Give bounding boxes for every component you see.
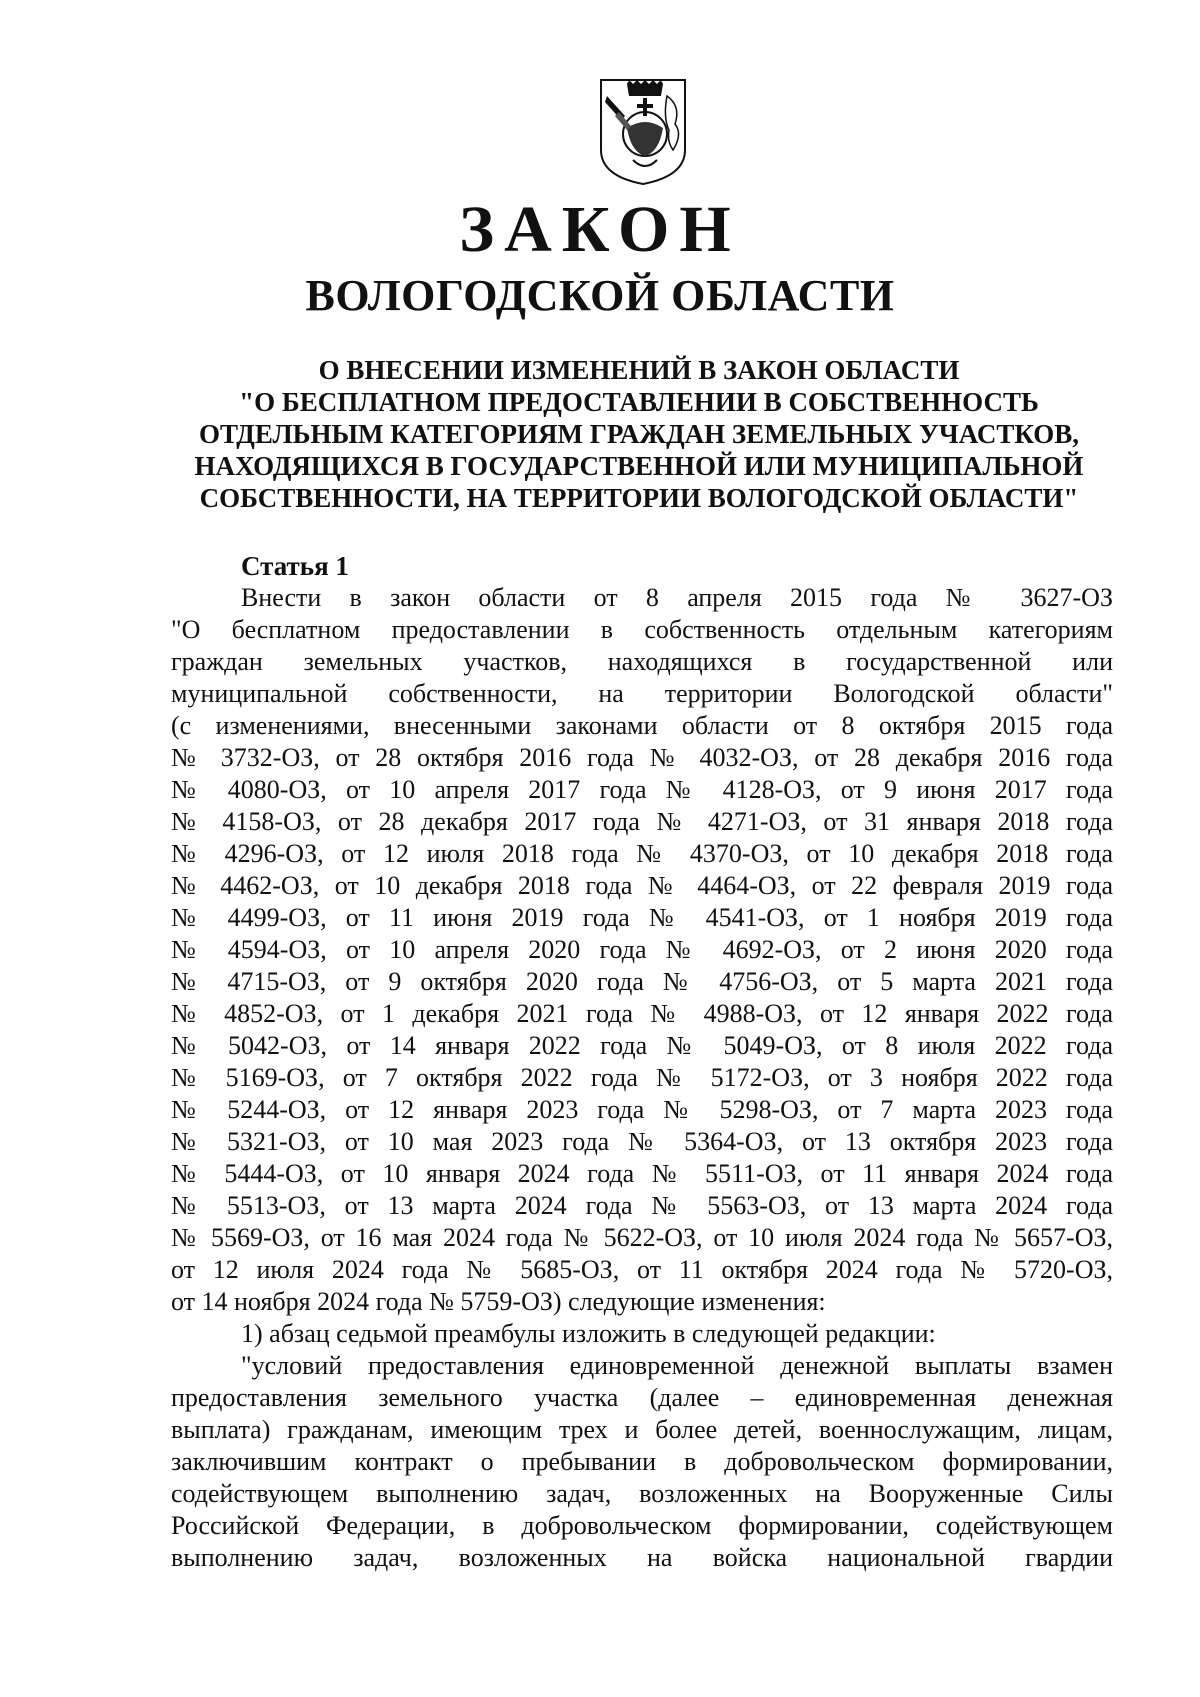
body-line: № 4080-ОЗ, от 10 апреля 2017 года № 4128-ОЗ, от 9 июня 2017 года <box>171 775 1113 804</box>
body-line: № 5244-ОЗ, от 12 января 2023 года № 5298-ОЗ, от 7 марта 2023 года <box>171 1095 1113 1124</box>
body-line: содействующем выполнению задач, возложенных на Вооруженные Силы <box>171 1479 1113 1508</box>
heading-line: ОТДЕЛЬНЫМ КАТЕГОРИЯМ ГРАЖДАН ЗЕМЕЛЬНЫХ УЧАСТКОВ, <box>198 419 1080 449</box>
body-line: граждан земельных участков, находящихся в государственной или <box>171 647 1113 676</box>
body-line: № 4296-ОЗ, от 12 июля 2018 года № 4370-ОЗ, от 10 декабря 2018 года <box>171 839 1113 868</box>
body-line: № 5513-ОЗ, от 13 марта 2024 года № 5563-ОЗ, от 13 марта 2024 года <box>171 1191 1113 1220</box>
body-line: № 4462-ОЗ, от 10 декабря 2018 года № 4464-ОЗ, от 22 февраля 2019 года <box>171 871 1113 900</box>
body-line: № 3732-ОЗ, от 28 октября 2016 года № 4032-ОЗ, от 28 декабря 2016 года <box>171 743 1113 772</box>
body-line: предоставления земельного участка (далее – единовременная денежная <box>171 1383 1113 1412</box>
body-line: № 4594-ОЗ, от 10 апреля 2020 года № 4692-ОЗ, от 2 июня 2020 года <box>171 935 1113 964</box>
coat-of-arms <box>597 76 689 188</box>
body-line: Российской Федерации, в добровольческом формировании, содействующем <box>171 1511 1113 1540</box>
heading-line: "О БЕСПЛАТНОМ ПРЕДОСТАВЛЕНИИ В СОБСТВЕННОСТЬ <box>239 387 1039 417</box>
body-line: (с изменениями, внесенными законами области от 8 октября 2015 года <box>171 711 1113 740</box>
body-line: "условий предоставления единовременной денежной выплаты взамен <box>241 1351 1113 1380</box>
region-title: ВОЛОГОДСКОЙ ОБЛАСТИ <box>305 271 895 320</box>
body-line: № 5169-ОЗ, от 7 октября 2022 года № 5172-ОЗ, от 3 ноября 2022 года <box>171 1063 1113 1092</box>
body-line: "О бесплатном предоставлении в собственность отдельным категориям <box>171 615 1113 644</box>
body-line: № 4158-ОЗ, от 28 декабря 2017 года № 4271-ОЗ, от 31 января 2018 года <box>171 807 1113 836</box>
body-line: № 5569-ОЗ, от 16 мая 2024 года № 5622-ОЗ, от 10 июля 2024 года № 5657-ОЗ, <box>171 1223 1113 1252</box>
heading-line: СОБСТВЕННОСТИ, НА ТЕРРИТОРИИ ВОЛОГОДСКОЙ ОБЛАСТИ" <box>199 483 1079 513</box>
article-title: Статья 1 <box>241 551 349 581</box>
heading-line: О ВНЕСЕНИИ ИЗМЕНЕНИЙ В ЗАКОН ОБЛАСТИ <box>318 355 960 385</box>
body-line: № 5321-ОЗ, от 10 мая 2023 года № 5364-ОЗ, от 13 октября 2023 года <box>171 1127 1113 1156</box>
body-line: № 4715-ОЗ, от 9 октября 2020 года № 4756-ОЗ, от 5 марта 2021 года <box>171 967 1113 996</box>
vologda-coat-of-arms-icon <box>597 76 689 188</box>
body-line: выполнению задач, возложенных на войска национальной гвардии <box>171 1543 1113 1572</box>
body-line: от 12 июля 2024 года № 5685-ОЗ, от 11 октября 2024 года № 5720-ОЗ, <box>171 1255 1113 1284</box>
heading-line: НАХОДЯЩИХСЯ В ГОСУДАРСТВЕННОЙ ИЛИ МУНИЦИПАЛЬНОЙ <box>194 451 1084 481</box>
body-line: выплата) гражданам, имеющим трех и более детей, военнослужащим, лицам, <box>171 1415 1113 1444</box>
body-line: Внести в закон области от 8 апреля 2015 года № 3627-ОЗ <box>241 583 1113 612</box>
body-line: от 14 ноября 2024 года № 5759-ОЗ) следующие изменения: <box>171 1287 826 1316</box>
law-title: ЗАКОН <box>459 193 741 266</box>
body-line: 1) абзац седьмой преамбулы изложить в следующей редакции: <box>241 1319 936 1348</box>
body-line: № 4852-ОЗ, от 1 декабря 2021 года № 4988-ОЗ, от 12 января 2022 года <box>171 999 1113 1028</box>
body-line: № 5444-ОЗ, от 10 января 2024 года № 5511-ОЗ, от 11 января 2024 года <box>171 1159 1113 1188</box>
body-line: муниципальной собственности, на территории Вологодской области" <box>171 679 1113 708</box>
law-heading <box>160 354 1118 514</box>
article-body <box>171 582 1113 1574</box>
body-line: № 5042-ОЗ, от 14 января 2022 года № 5049-ОЗ, от 8 июля 2022 года <box>171 1031 1113 1060</box>
body-line: заключившим контракт о пребывании в добровольческом формировании, <box>171 1447 1113 1476</box>
body-line: № 4499-ОЗ, от 11 июня 2019 года № 4541-ОЗ, от 1 ноября 2019 года <box>171 903 1113 932</box>
